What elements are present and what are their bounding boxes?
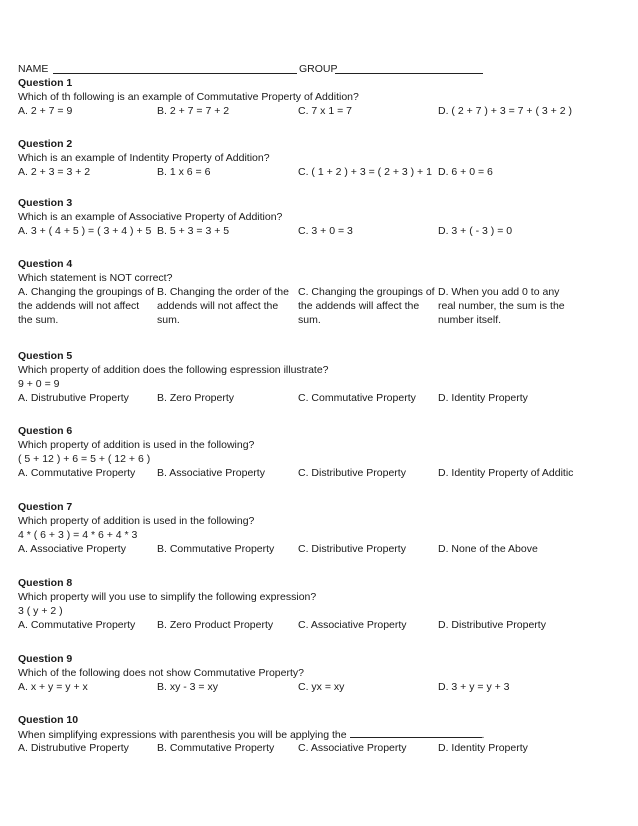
option-d[interactable]: D. Distributive Property bbox=[438, 619, 546, 631]
question-title: Question 9 bbox=[18, 653, 73, 665]
option-a[interactable]: A. Distrubutive Property bbox=[18, 392, 129, 404]
answer-options bbox=[18, 391, 618, 405]
worksheet-header bbox=[18, 62, 618, 76]
question-prompt: When simplifying expressions with parenthesis you will be applying the bbox=[18, 729, 347, 741]
option-a[interactable]: A. Changing the groupings of the addends will not affect the sum. bbox=[18, 286, 155, 326]
question-expression: ( 5 + 12 ) + 6 = 5 + ( 12 + 6 ) bbox=[18, 453, 151, 465]
answer-options bbox=[18, 618, 618, 632]
question-expression: 3 ( y + 2 ) bbox=[18, 605, 63, 617]
option-d[interactable]: D. 6 + 0 = 6 bbox=[438, 166, 493, 178]
question-title: Question 5 bbox=[18, 350, 73, 362]
option-c[interactable]: C. ( 1 + 2 ) + 3 = ( 2 + 3 ) + 1 bbox=[298, 166, 432, 178]
option-c[interactable]: C. Changing the groupings of the addends will affect the sum. bbox=[298, 286, 435, 326]
option-b[interactable]: B. 5 + 3 = 3 + 5 bbox=[157, 225, 230, 237]
question-prompt: Which property of addition does the following espression illustrate? bbox=[18, 364, 329, 376]
option-d[interactable]: D. Identity Property bbox=[438, 392, 528, 404]
option-a[interactable]: A. Commutative Property bbox=[18, 467, 136, 479]
group-label: GROUP bbox=[299, 63, 338, 75]
question-2 bbox=[18, 137, 618, 179]
question-prompt: Which property of addition is used in the following? bbox=[18, 515, 255, 527]
option-b[interactable]: B. Zero Property bbox=[157, 392, 235, 404]
option-c[interactable]: C. Commutative Property bbox=[298, 392, 416, 404]
option-a[interactable]: A. 2 + 3 = 3 + 2 bbox=[18, 166, 91, 178]
name-label: NAME bbox=[18, 63, 49, 75]
option-b[interactable]: B. Changing the order of the addends will not affect the sum. bbox=[157, 286, 289, 326]
question-prompt: Which is an example of Associative Property of Addition? bbox=[18, 211, 283, 223]
option-d[interactable]: D. Identity Property of Additic bbox=[438, 467, 574, 479]
option-a[interactable]: A. 3 + ( 4 + 5 ) = ( 3 + 4 ) + 5 bbox=[18, 225, 152, 237]
answer-blank[interactable] bbox=[350, 727, 482, 738]
question-8 bbox=[18, 576, 618, 632]
question-7 bbox=[18, 500, 618, 556]
question-title: Question 10 bbox=[18, 714, 79, 726]
question-prompt: Which statement is NOT correct? bbox=[18, 272, 173, 284]
option-a[interactable]: A. 2 + 7 = 9 bbox=[18, 105, 73, 117]
question-title: Question 4 bbox=[18, 258, 73, 270]
option-c[interactable]: C. Associative Property bbox=[298, 742, 407, 754]
question-prompt: Which property will you use to simplify the following expression? bbox=[18, 591, 317, 603]
question-3 bbox=[18, 196, 618, 238]
question-prompt: Which is an example of Indentity Property of Addition? bbox=[18, 152, 270, 164]
option-d[interactable]: D. ( 2 + 7 ) + 3 = 7 + ( 3 + 2 ) bbox=[438, 105, 572, 117]
option-c[interactable]: C. Associative Property bbox=[298, 619, 407, 631]
option-a[interactable]: A. Distrubutive Property bbox=[18, 742, 129, 754]
question-9 bbox=[18, 652, 618, 694]
prompt-period: . bbox=[481, 729, 485, 741]
question-title: Question 6 bbox=[18, 425, 73, 437]
option-b[interactable]: B. Zero Product Property bbox=[157, 619, 274, 631]
option-c[interactable]: C. Distributive Property bbox=[298, 467, 406, 479]
option-d[interactable]: D. 3 + ( - 3 ) = 0 bbox=[438, 225, 513, 237]
question-1 bbox=[18, 76, 618, 118]
question-prompt: Which of th following is an example of Commutative Property of Addition? bbox=[18, 91, 359, 103]
question-title: Question 7 bbox=[18, 501, 73, 513]
option-d[interactable]: D. 3 + y = y + 3 bbox=[438, 681, 510, 693]
option-a[interactable]: A. Commutative Property bbox=[18, 619, 136, 631]
option-d[interactable]: D. None of the Above bbox=[438, 543, 538, 555]
answer-options bbox=[18, 224, 618, 238]
answer-options bbox=[18, 165, 618, 179]
question-title: Question 8 bbox=[18, 577, 73, 589]
answer-options bbox=[18, 104, 618, 118]
answer-options bbox=[18, 466, 618, 480]
name-blank[interactable] bbox=[53, 73, 297, 74]
option-c[interactable]: C. 3 + 0 = 3 bbox=[298, 225, 353, 237]
question-prompt: Which property of addition is used in the following? bbox=[18, 439, 255, 451]
option-d[interactable]: D. When you add 0 to any real number, the sum is the number itself. bbox=[438, 286, 565, 326]
worksheet bbox=[18, 62, 618, 754]
option-c[interactable]: C. yx = xy bbox=[298, 681, 345, 693]
question-prompt: Which of the following does not show Commutative Property? bbox=[18, 667, 304, 679]
option-b[interactable]: B. 2 + 7 = 7 + 2 bbox=[157, 105, 230, 117]
group-blank[interactable] bbox=[335, 73, 483, 74]
option-d[interactable]: D. Identity Property bbox=[438, 742, 528, 754]
answer-options bbox=[18, 542, 618, 556]
question-5 bbox=[18, 349, 618, 405]
answer-options bbox=[18, 741, 618, 755]
question-6 bbox=[18, 424, 618, 480]
option-c[interactable]: C. Distributive Property bbox=[298, 543, 406, 555]
question-title: Question 2 bbox=[18, 138, 73, 150]
option-a[interactable]: A. Associative Property bbox=[18, 543, 126, 555]
question-prompt-row bbox=[18, 727, 618, 741]
question-expression: 9 + 0 = 9 bbox=[18, 378, 60, 390]
option-b[interactable]: B. Commutative Property bbox=[157, 742, 275, 754]
answer-options bbox=[18, 285, 618, 327]
option-a[interactable]: A. x + y = y + x bbox=[18, 681, 88, 693]
option-c[interactable]: C. 7 x 1 = 7 bbox=[298, 105, 352, 117]
question-10 bbox=[18, 713, 618, 755]
option-b[interactable]: B. Commutative Property bbox=[157, 543, 275, 555]
question-title: Question 3 bbox=[18, 197, 73, 209]
question-title: Question 1 bbox=[18, 77, 73, 89]
question-expression: 4 * ( 6 + 3 ) = 4 * 6 + 4 * 3 bbox=[18, 529, 138, 541]
option-b[interactable]: B. xy - 3 = xy bbox=[157, 681, 218, 693]
option-b[interactable]: B. 1 x 6 = 6 bbox=[157, 166, 211, 178]
option-b[interactable]: B. Associative Property bbox=[157, 467, 265, 479]
question-4 bbox=[18, 257, 618, 327]
answer-options bbox=[18, 680, 618, 694]
